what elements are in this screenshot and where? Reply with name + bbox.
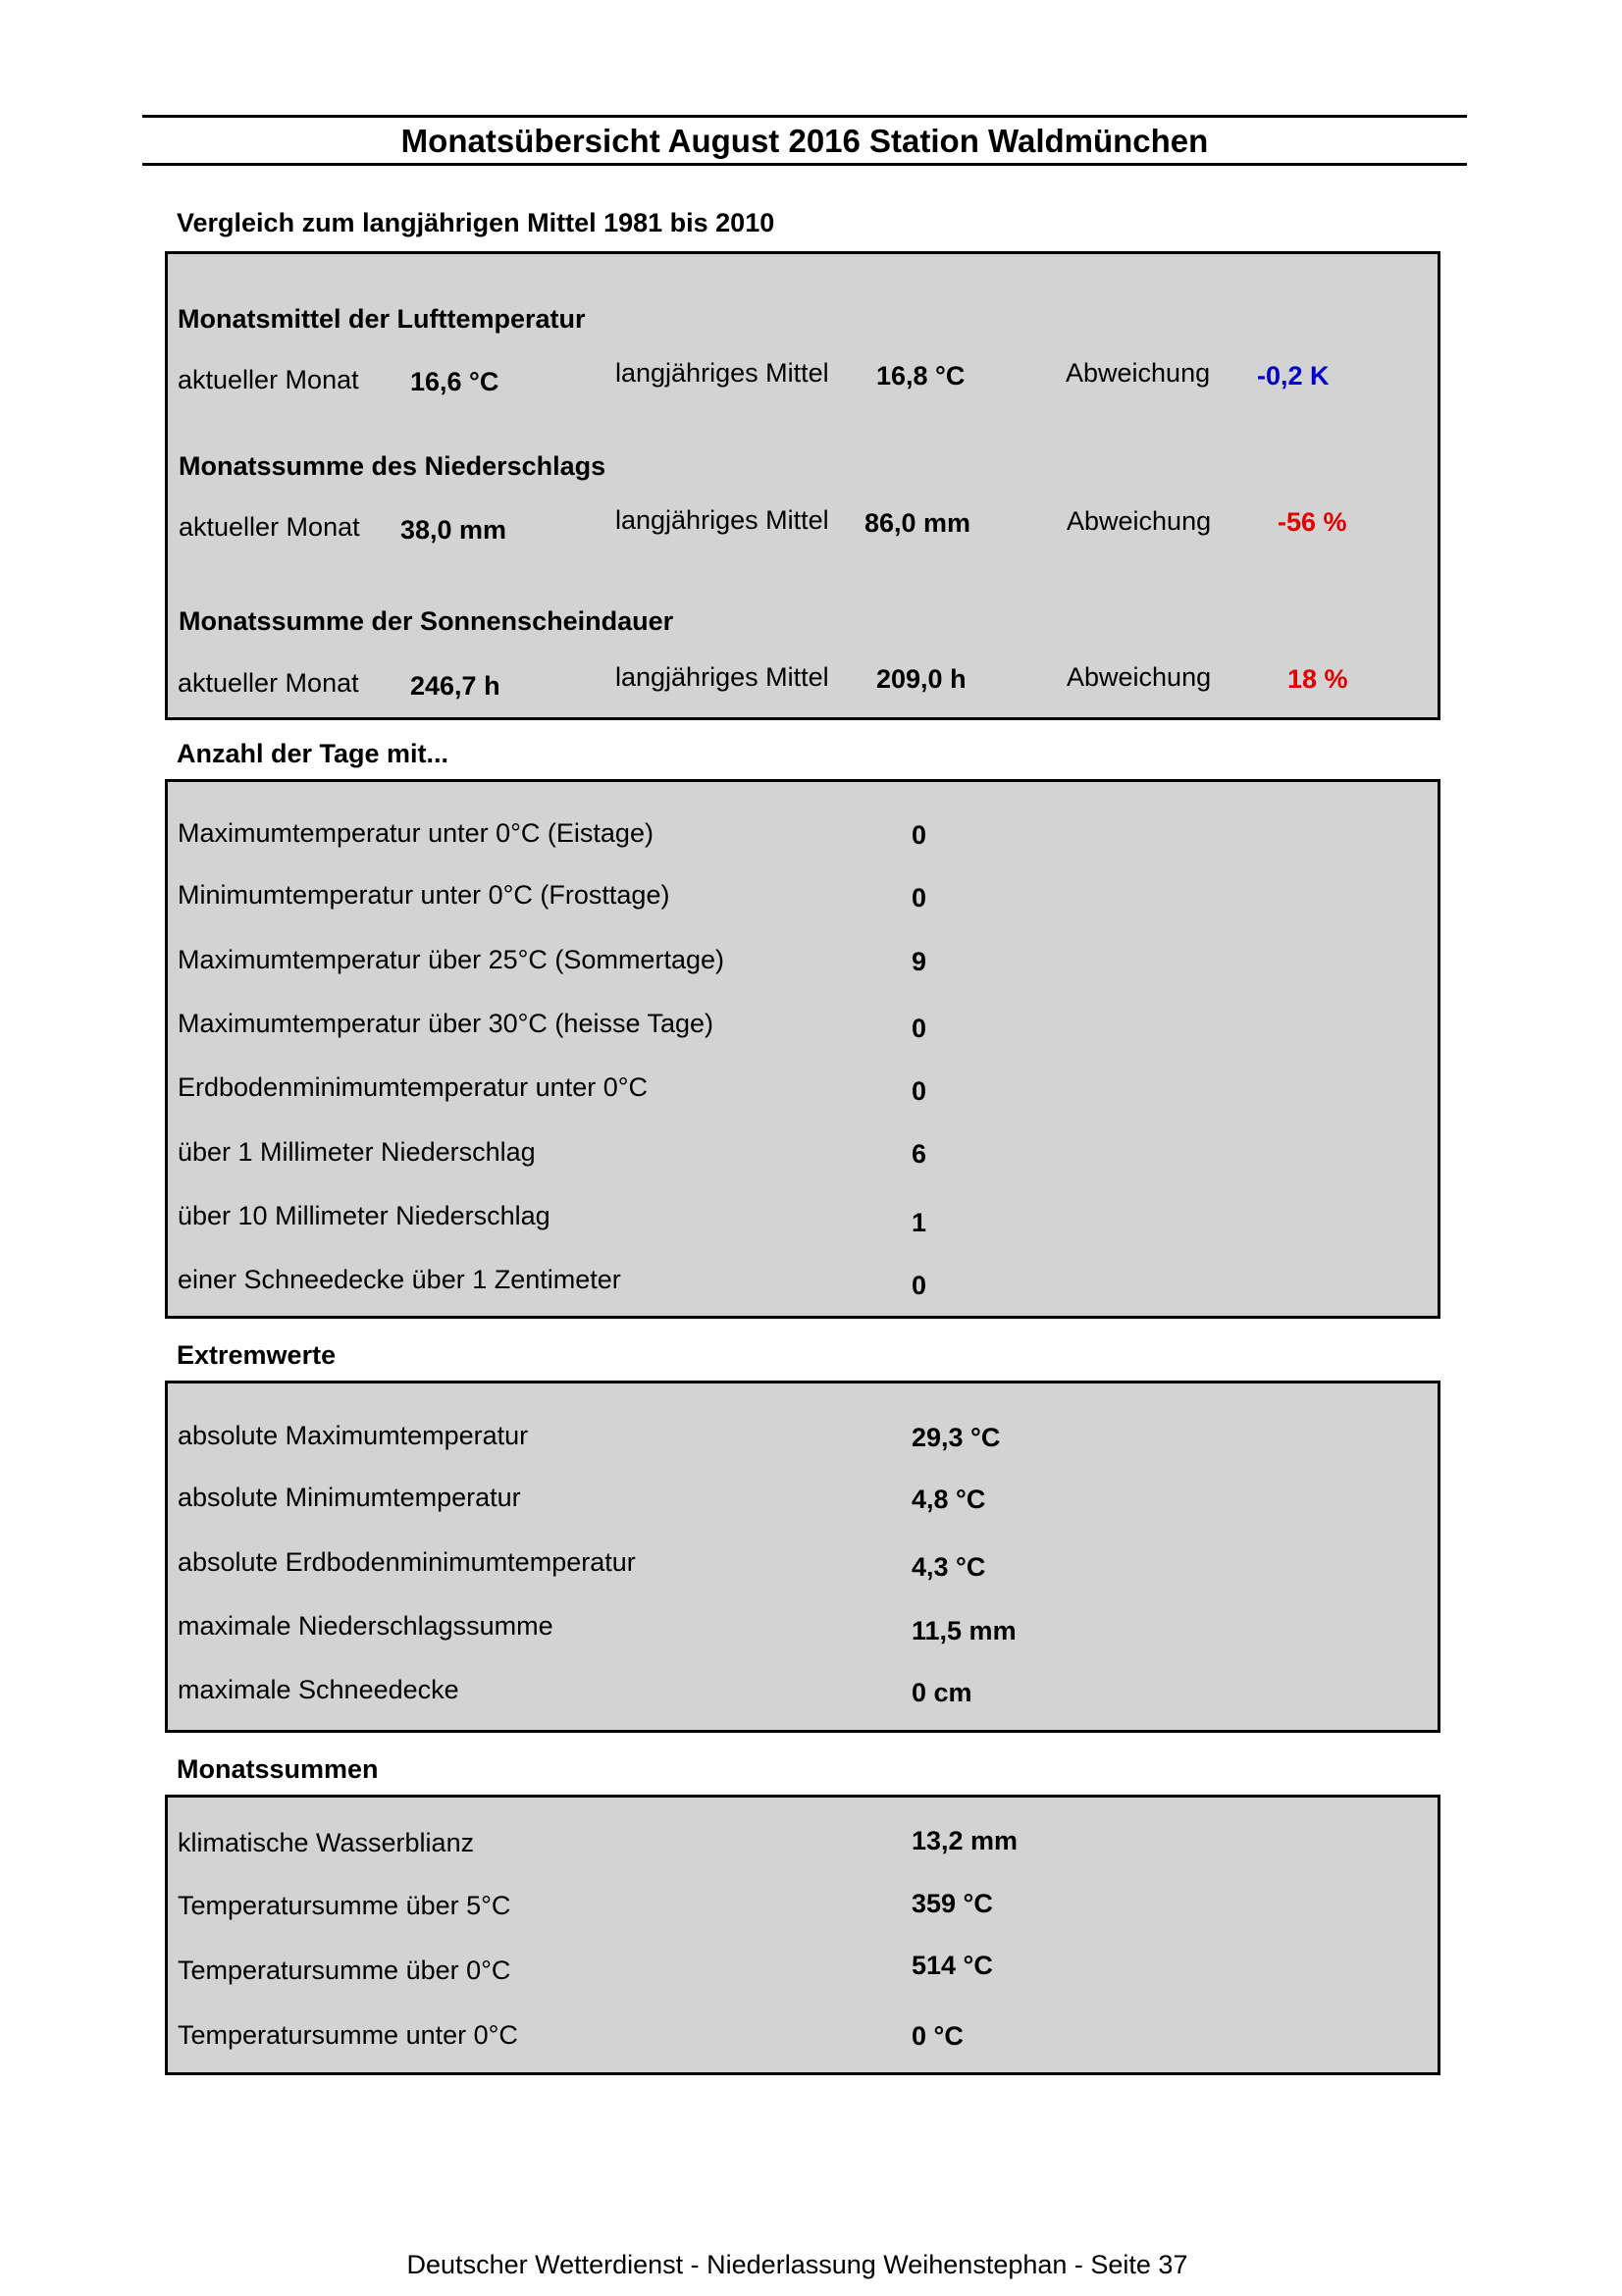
sums-row-label: klimatische Wasserblianz	[178, 1828, 475, 1857]
extremes-box	[165, 1381, 1440, 1733]
days-row-label: Maximumtemperatur über 30°C (heisse Tage)	[178, 1009, 714, 1038]
sunshine-heading: Monatssumme der Sonnenscheindauer	[179, 606, 674, 636]
days-row-label: über 10 Millimeter Niederschlag	[178, 1201, 550, 1230]
days-row-value: 0	[912, 1271, 927, 1300]
temperature-deviation-label: Abweichung	[1066, 358, 1211, 388]
sunshine-current-value: 246,7 h	[410, 671, 500, 701]
days-row-value: 0	[912, 820, 927, 850]
sunshine-deviation-label: Abweichung	[1067, 662, 1212, 692]
page-footer: Deutscher Wetterdienst - Niederlassung Weihenstephan - Seite 37	[406, 2250, 1188, 2279]
sums-row-label: Temperatursumme über 0°C	[178, 1956, 511, 1985]
extremes-row-label: maximale Niederschlagssumme	[178, 1611, 553, 1641]
sums-row-value: 13,2 mm	[912, 1826, 1019, 1855]
precipitation-deviation-value: -56 %	[1278, 507, 1347, 537]
temperature-current-label: aktueller Monat	[178, 365, 359, 394]
precipitation-mean-label: langjähriges Mittel	[615, 505, 829, 535]
precipitation-mean-value: 86,0 mm	[864, 508, 971, 538]
days-row-label: Maximumtemperatur über 25°C (Sommertage)	[178, 945, 724, 974]
sunshine-mean-value: 209,0 h	[876, 664, 967, 694]
temperature-deviation-value: -0,2 K	[1257, 361, 1330, 391]
days-row-value: 0	[912, 1076, 927, 1106]
extremes-row-label: absolute Minimumtemperatur	[178, 1483, 521, 1512]
precipitation-current-value: 38,0 mm	[400, 515, 507, 545]
sunshine-mean-label: langjähriges Mittel	[615, 662, 829, 692]
sums-heading: Monatssummen	[177, 1754, 379, 1784]
sums-row-label: Temperatursumme unter 0°C	[178, 2020, 518, 2050]
sunshine-deviation-value: 18 %	[1287, 664, 1348, 694]
extremes-row-label: absolute Maximumtemperatur	[178, 1421, 529, 1450]
extremes-row-value: 4,3 °C	[912, 1552, 986, 1582]
precipitation-current-label: aktueller Monat	[179, 512, 360, 542]
sums-row-value: 0 °C	[912, 2021, 964, 2051]
comparison-box	[165, 251, 1440, 720]
extremes-row-value: 4,8 °C	[912, 1485, 986, 1514]
temperature-heading: Monatsmittel der Lufttemperatur	[178, 304, 586, 334]
sums-row-value: 359 °C	[912, 1889, 993, 1918]
days-heading: Anzahl der Tage mit...	[177, 739, 449, 768]
days-box	[165, 779, 1440, 1319]
precipitation-deviation-label: Abweichung	[1067, 506, 1212, 536]
days-row-value: 0	[912, 883, 927, 913]
sums-row-label: Temperatursumme über 5°C	[178, 1891, 511, 1920]
days-row-label: Maximumtemperatur unter 0°C (Eistage)	[178, 818, 654, 848]
days-row-value: 9	[912, 947, 927, 976]
page-title: Monatsübersicht August 2016 Station Waldmünchen	[400, 123, 1209, 159]
precipitation-heading: Monatssumme des Niederschlags	[179, 451, 606, 481]
days-row-label: Minimumtemperatur unter 0°C (Frosttage)	[178, 880, 670, 910]
extremes-row-label: absolute Erdbodenminimumtemperatur	[178, 1547, 636, 1577]
days-row-label: über 1 Millimeter Niederschlag	[178, 1137, 536, 1167]
temperature-mean-label: langjähriges Mittel	[615, 358, 829, 388]
days-row-value: 0	[912, 1014, 927, 1043]
temperature-mean-value: 16,8 °C	[876, 361, 966, 391]
extremes-row-label: maximale Schneedecke	[178, 1675, 459, 1704]
sums-box	[165, 1795, 1440, 2075]
comparison-heading: Vergleich zum langjährigen Mittel 1981 bis 2010	[177, 208, 775, 237]
days-row-label: einer Schneedecke über 1 Zentimeter	[178, 1265, 621, 1294]
days-row-label: Erdbodenminimumtemperatur unter 0°C	[178, 1072, 649, 1102]
extremes-heading: Extremwerte	[177, 1340, 337, 1370]
temperature-current-value: 16,6 °C	[410, 367, 499, 396]
sums-row-value: 514 °C	[912, 1951, 993, 1980]
extremes-row-value: 11,5 mm	[912, 1616, 1017, 1645]
days-row-value: 1	[912, 1208, 927, 1237]
title-rule-bottom	[142, 163, 1467, 166]
extremes-row-value: 29,3 °C	[912, 1423, 1001, 1452]
extremes-row-value: 0 cm	[912, 1678, 972, 1707]
sunshine-current-label: aktueller Monat	[178, 668, 359, 698]
days-row-value: 6	[912, 1139, 927, 1169]
